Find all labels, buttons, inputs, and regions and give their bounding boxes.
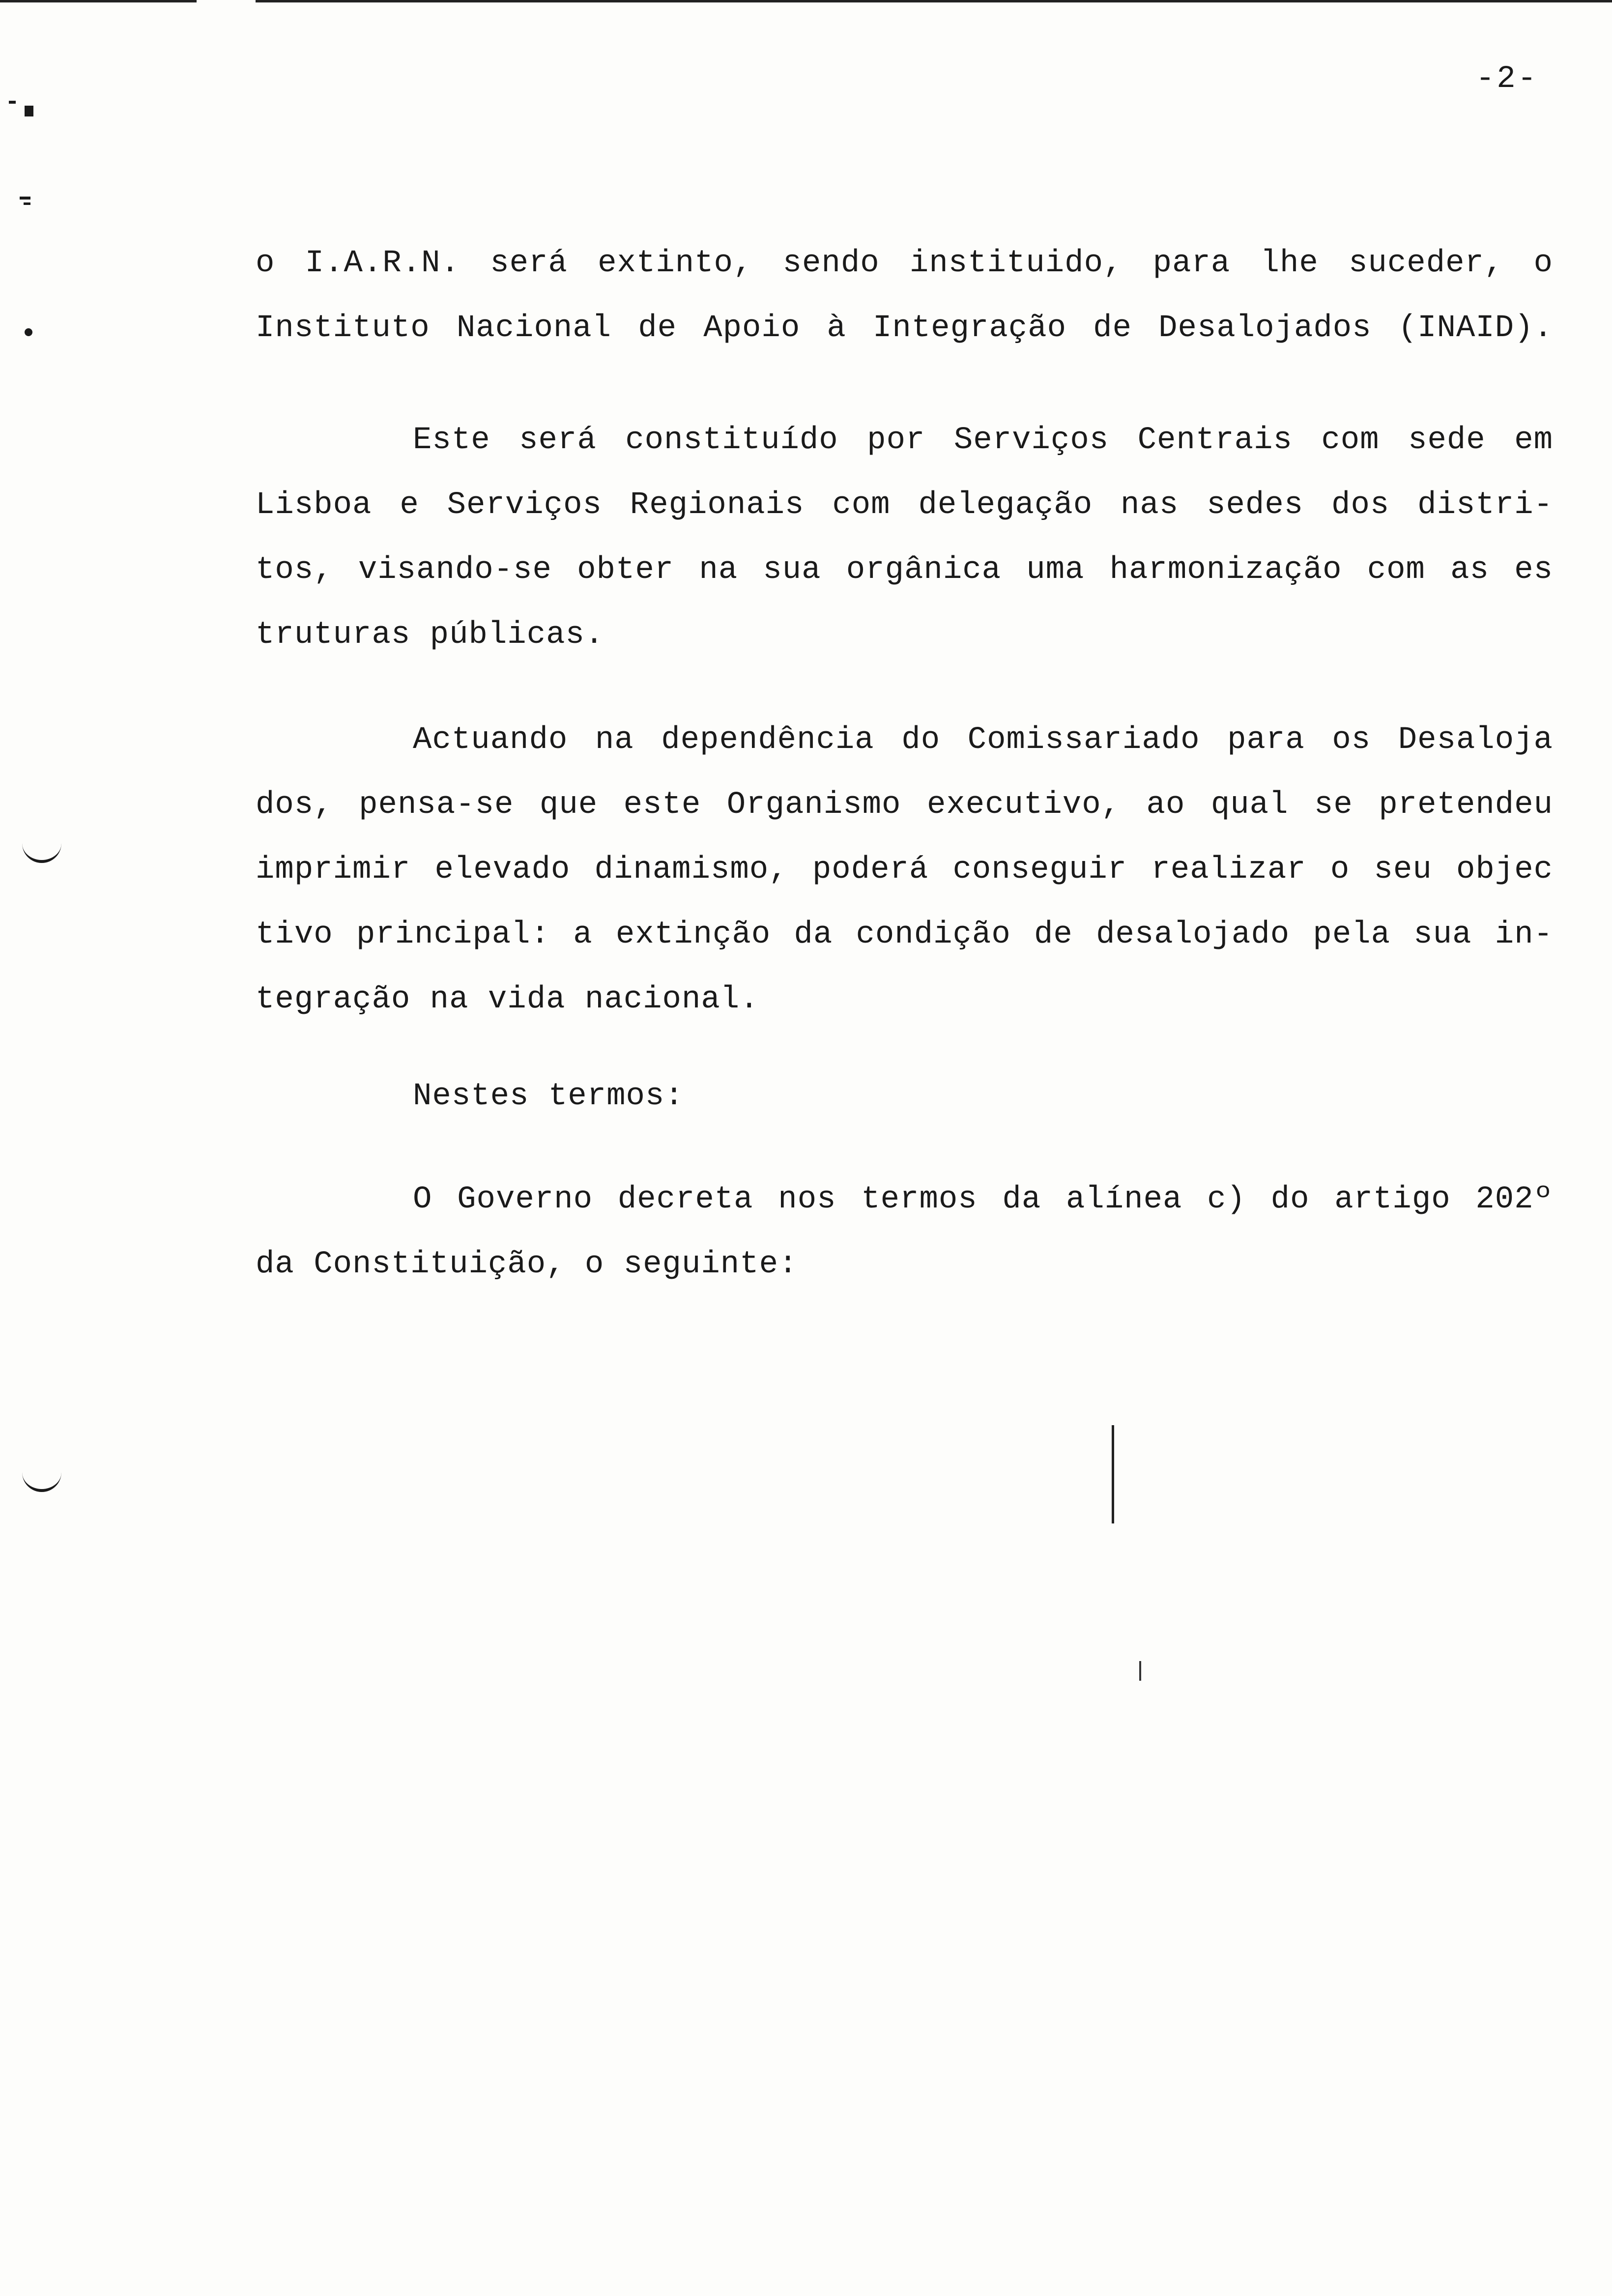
text-line: o I.A.R.N. será extinto, sendo instituido, para lhe suceder, o: [256, 246, 1553, 281]
paragraph-inaid-intro: [256, 231, 1553, 361]
stray-mark: [1112, 1425, 1114, 1523]
paragraph-nestes-termos: [256, 1064, 1553, 1129]
paragraph-objective: [256, 708, 1553, 1032]
text-line: Este será constituído por Serviços Centrais com sede em: [413, 423, 1553, 458]
text-line: Instituto Nacional de Apoio à Integração de Desalojados (INAID).: [256, 311, 1553, 346]
punch-hole-mark: [22, 1469, 61, 1492]
text-line: tegração na vida nacional.: [256, 982, 759, 1017]
margin-mark: [25, 328, 32, 336]
text-line: da Constituição, o seguinte:: [256, 1247, 798, 1282]
paragraph-structure: [256, 408, 1553, 667]
text-line: Lisboa e Serviços Regionais com delegação nas sedes dos distri-: [256, 488, 1553, 523]
text-line: Nestes termos:: [413, 1079, 684, 1114]
text-line: tivo principal: a extinção da condição de desalojado pela sua in-: [256, 917, 1553, 952]
page-number: -2-: [1475, 61, 1538, 97]
punch-hole-mark: [22, 840, 61, 863]
text-line: tos, visando-se obter na sua orgânica uma harmonização com as es: [256, 552, 1553, 588]
margin-mark: [9, 101, 16, 104]
top-border-rule: [0, 0, 197, 2]
top-border-rule: [256, 0, 1612, 2]
paragraph-decree: [256, 1167, 1553, 1297]
margin-mark: [24, 202, 30, 205]
text-line: O Governo decreta nos termos da alínea c) do artigo 202º: [413, 1182, 1553, 1217]
text-line: Actuando na dependência do Comissariado para os Desaloja: [413, 722, 1553, 758]
text-line: truturas públicas.: [256, 617, 604, 653]
text-line: imprimir elevado dinamismo, poderá conseguir realizar o seu objec: [256, 852, 1553, 888]
margin-mark: [20, 197, 30, 200]
margin-mark: [25, 106, 33, 116]
text-line: dos, pensa-se que este Organismo executivo, ao qual se pretendeu: [256, 787, 1553, 823]
stray-mark: [1139, 1661, 1141, 1681]
